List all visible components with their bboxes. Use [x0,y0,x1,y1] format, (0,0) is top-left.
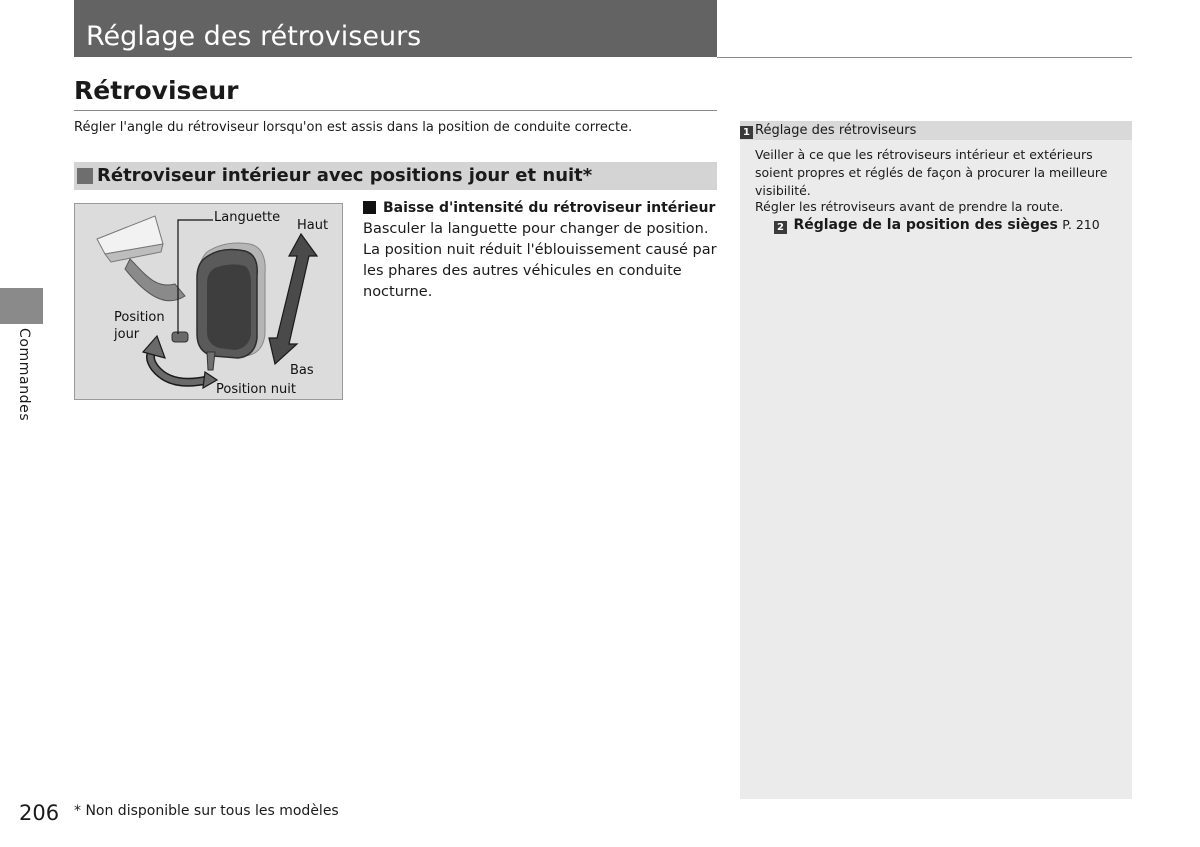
subsection-heading-bar [74,162,717,190]
section-heading: Rétroviseur [74,76,239,105]
subheading-square-icon [363,201,376,214]
mirror-illustration [74,203,343,400]
subsection-heading: Rétroviseur intérieur avec positions jour et nuit* [97,165,593,186]
dimming-body [363,219,719,303]
chapter-side-label: Commandes [16,328,32,422]
section-rule [74,110,717,111]
dimming-heading: Baisse d'intensité du rétroviseur intérieur [383,200,716,216]
intro-text: Régler l'angle du rétroviseur lorsqu'on est assis dans la position de conduite correcte. [74,120,633,135]
label-day-line2: jour [114,327,140,342]
label-tab: Languette [214,210,281,225]
sidebar-title-text: Réglage des rétroviseurs [755,123,917,138]
label-day-line1: Position [114,310,165,325]
label-down: Bas [290,363,314,378]
label-night: Position nuit [216,382,296,397]
header-rule [717,57,1132,58]
label-up: Haut [297,218,329,233]
reference-icon: 1 [740,126,753,139]
chapter-side-tab [0,288,43,324]
dimming-line-2: La position nuit réduit l'éblouissement causé par les phares des autres véhicules en conduite nocturne. [363,242,717,300]
sidebar-notes [740,121,1132,799]
page-number: 206 [19,801,60,825]
link-arrow-icon: 2 [774,221,787,234]
sidebar-paragraph-1: Veiller à ce que les rétroviseurs intérieur et extérieurs soient propres et réglés de façon à procurer la meilleure visibilité. [755,147,1108,198]
footnote: * Non disponible sur tous les modèles [74,803,339,819]
link-page: P. 210 [1062,217,1100,232]
cross-reference-link[interactable] [774,215,1100,235]
subsection-square-icon [77,168,93,184]
chapter-header [74,0,717,57]
sidebar-paragraph-2: Régler les rétroviseurs avant de prendre la route. [755,199,1064,214]
chapter-title: Réglage des rétroviseurs [86,21,422,52]
sidebar-title [740,121,1132,140]
dimming-line-1: Basculer la languette pour changer de position. [363,221,709,237]
link-text[interactable]: Réglage de la position des sièges [793,217,1058,233]
